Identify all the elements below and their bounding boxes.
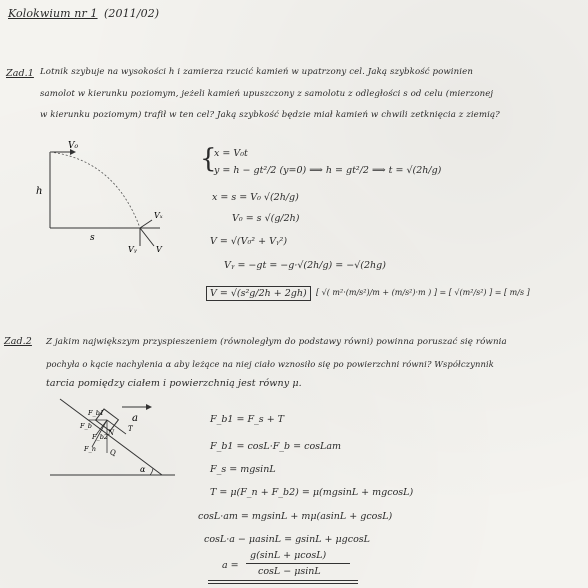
s-label: s — [90, 233, 95, 243]
task1-eq-6: Vᵧ = −gt = −g·√(2h/g) = −√(2hg) — [224, 260, 386, 271]
task2-final-denominator: cosL − μsinL — [258, 566, 321, 577]
task1-eq-x: x = V₀t — [214, 148, 248, 159]
task1-eq-3: x = s = V₀ √(2h/g) — [212, 192, 299, 203]
task1-system-brace: { — [200, 144, 217, 174]
task2-result-underline — [208, 580, 358, 581]
fn-label: F_n — [84, 445, 96, 453]
task2-eq-6: cosL·a − μasinL = gsinL + μgcosL — [204, 534, 370, 545]
task1-eq-4: V₀ = s √(g/2h) — [232, 213, 300, 224]
vx-label: Vₓ — [154, 211, 163, 220]
task2-text-line-3: tarcia pomiędzy ciałem i powierzchnią jest równy μ. — [46, 378, 302, 389]
fb2-label: F_b2 — [92, 433, 109, 441]
vx-arrow — [140, 220, 152, 228]
v-label: V — [156, 245, 162, 254]
task1-diagram — [30, 140, 170, 260]
angle-arc — [150, 468, 153, 475]
alpha-label: α — [140, 465, 146, 474]
page-title: Kolokwium nr 1 — [8, 7, 98, 20]
task2-eq-4: T = μ(F_n + F_b2) = μ(mgsinL + mgcosL) — [210, 487, 414, 498]
task1-text-line-1: Lotnik szybuje na wysokości h i zamierza rzucić kamień w upatrzony cel. Jaką szybkość powinien — [40, 67, 473, 77]
task2-eq-3: F_s = mgsinL — [210, 464, 276, 475]
task2-eq-5: cosL·am = mgsinL + mμ(asinL + gcosL) — [198, 511, 393, 522]
trajectory — [50, 152, 140, 228]
task1-eq-5: V = √(V₀² + Vᵧ²) — [210, 236, 288, 247]
v0-label: V₀ — [68, 141, 79, 151]
n-label: N — [108, 429, 115, 437]
task2-fraction-bar — [246, 563, 350, 564]
task2-diagram — [50, 395, 180, 485]
task2-text-line-2: pochyła o kącie nachylenia α aby leżące na niej ciało wznosiło się po powierzchni równi? Współczynnik — [46, 359, 494, 369]
q-label: Q — [110, 449, 116, 457]
task2-final-lhs: a = — [222, 560, 239, 571]
fb-label: F_b — [80, 422, 92, 430]
task1-eq-y: y = h − gt²/2 (y=0) ⟹ h = gt²/2 ⟹ t = √(2h/g) — [214, 165, 442, 176]
task2-result-underline-2 — [208, 583, 358, 584]
task1-label: Zad.1 — [6, 68, 34, 79]
page-date: (2011/02) — [104, 7, 160, 20]
task1-text-line-3: w kierunku poziomym) trafił w ten cel? Jaką szybkość będzie miał kamień w chwili zetknięcia z ziemią? — [40, 110, 500, 120]
accel-label: a — [132, 413, 138, 424]
task2-eq-2: F_b1 = cosL·F_b = cosLam — [210, 441, 342, 452]
h-label: h — [36, 186, 43, 197]
v-arrow — [140, 228, 154, 246]
accel-arrowhead — [146, 404, 152, 410]
task2-label: Zad.2 — [4, 336, 32, 347]
vy-label: Vᵧ — [128, 245, 137, 254]
task2-text-line-1: Z jakim największym przyspieszeniem (równoległym do podstawy równi) powinna poruszać się równia — [46, 337, 507, 347]
fb1-label: F_b1 — [88, 409, 105, 417]
task1-units: [ √( m²·(m/s²)/m + (m/s²)·m ) ] = [ √(m²/s²) ] = [ m/s ] — [316, 288, 530, 297]
task2-eq-1: F_b1 = F_s + T — [210, 414, 285, 425]
task1-result-box: V = √(s²g/2h + 2gh) — [206, 286, 311, 301]
task1-text-line-2: samolot w kierunku poziomym, jeżeli kamień upuszczony z samolotu z odległości s od celu (mierzonej — [40, 89, 494, 99]
t-label: T — [128, 425, 133, 433]
task2-final-numerator: g(sinL + μcosL) — [250, 550, 327, 561]
incline-surface — [60, 399, 162, 475]
